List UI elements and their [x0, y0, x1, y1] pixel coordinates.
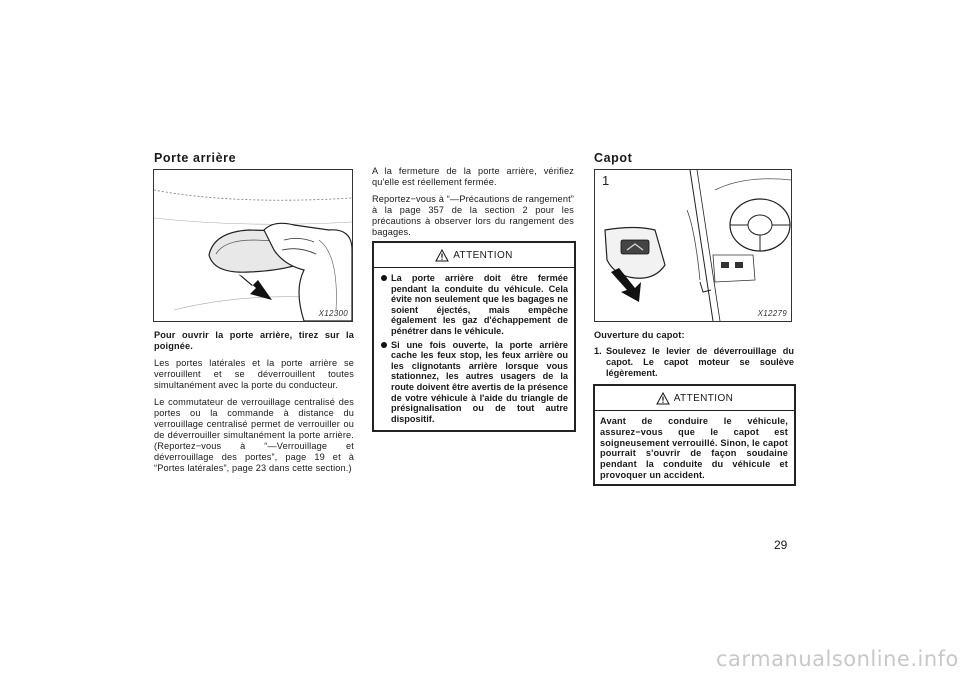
left-column-text [154, 330, 354, 474]
step-number: 1. [594, 346, 602, 356]
attention-box [372, 241, 576, 432]
warning-triangle-icon [435, 249, 449, 262]
figure-caption: Pour ouvrir la porte arrière, tirez sur la poignée. [154, 330, 354, 351]
figure-code: X12300 [318, 309, 348, 318]
figure-number: 1 [602, 173, 610, 188]
step-text: Soulevez le levier de déverrouillage du capot. Le capot moteur se soulève légèrement. [606, 346, 794, 378]
hood-release-figure [594, 169, 792, 322]
attention-body [595, 411, 794, 485]
paragraph: A la fermeture de la porte arrière, vérifiez qu'elle est réellement fermée. [372, 166, 574, 187]
attention-label: ATTENTION [673, 392, 734, 404]
subheading: Ouverture du capot: [594, 330, 685, 340]
bullet-dot-icon [381, 342, 387, 348]
attention-label: ATTENTION [453, 249, 513, 261]
paragraph: Reportez−vous à “—Précautions de rangement” à la page 357 de la section 2 pour les précautions à observer lors du rangement des bagages. [372, 194, 574, 237]
section-heading-porte-arriere: Porte arrière [154, 151, 237, 165]
bullet-dot-icon [381, 275, 387, 281]
page-number: 29 [774, 538, 788, 552]
middle-column-text [372, 166, 574, 238]
rear-door-handle-figure [153, 169, 353, 322]
attention-bullet: La porte arrière doit être fermée pendant la conduite du véhicule. Cela évite non seulement que les bagages ne soient éjectés, mais empêche également les gaz d'échappement de pénétrer dans le véhicule. [382, 273, 568, 337]
attention-header [374, 243, 574, 268]
watermark-text: carmanualsonline.info [716, 647, 959, 671]
step-item [594, 346, 794, 379]
warning-triangle-icon [656, 392, 670, 405]
paragraph: Le commutateur de verrouillage centralisé des portes ou la commande à distance du verrouillage centralisé permet de verrouiller ou de déverrouiller simultanément la porte arrière. (Reportez−vous à “—Verrouillage et déverrouillage des portes”, page 19 et à “Portes latérales”, page 23 dans cette section.) [154, 397, 354, 473]
attention-header [595, 386, 794, 411]
hood-release-illustration [595, 170, 791, 321]
figure-code: X12279 [757, 309, 787, 318]
rear-door-handle-illustration [154, 170, 352, 321]
attention-bullet: Si une fois ouverte, la porte arrière cache les feux stop, les feux arrière ou les clignotants arrière lorsque vous stationnez, les autres usagers de la route doivent être avertis de la présence de votre véhicule à l'aide du triangle de présignalisation ou de tout autre dispositif. [382, 340, 568, 425]
attention-body [374, 268, 574, 428]
section-heading-capot: Capot [594, 151, 633, 165]
attention-text: Avant de conduire le véhicule, assurez−vous que le capot est soigneusement verrouillé. Sinon, le capot pourrait s'ouvrir de façon soudaine pendant la conduite du véhicule et provoquer un accident. [600, 416, 788, 480]
paragraph: Les portes latérales et la porte arrière se verrouillent et se déverrouillent toutes simultanément avec la porte du conducteur. [154, 358, 354, 390]
attention-box-capot [593, 384, 796, 486]
right-column-text [594, 330, 794, 379]
